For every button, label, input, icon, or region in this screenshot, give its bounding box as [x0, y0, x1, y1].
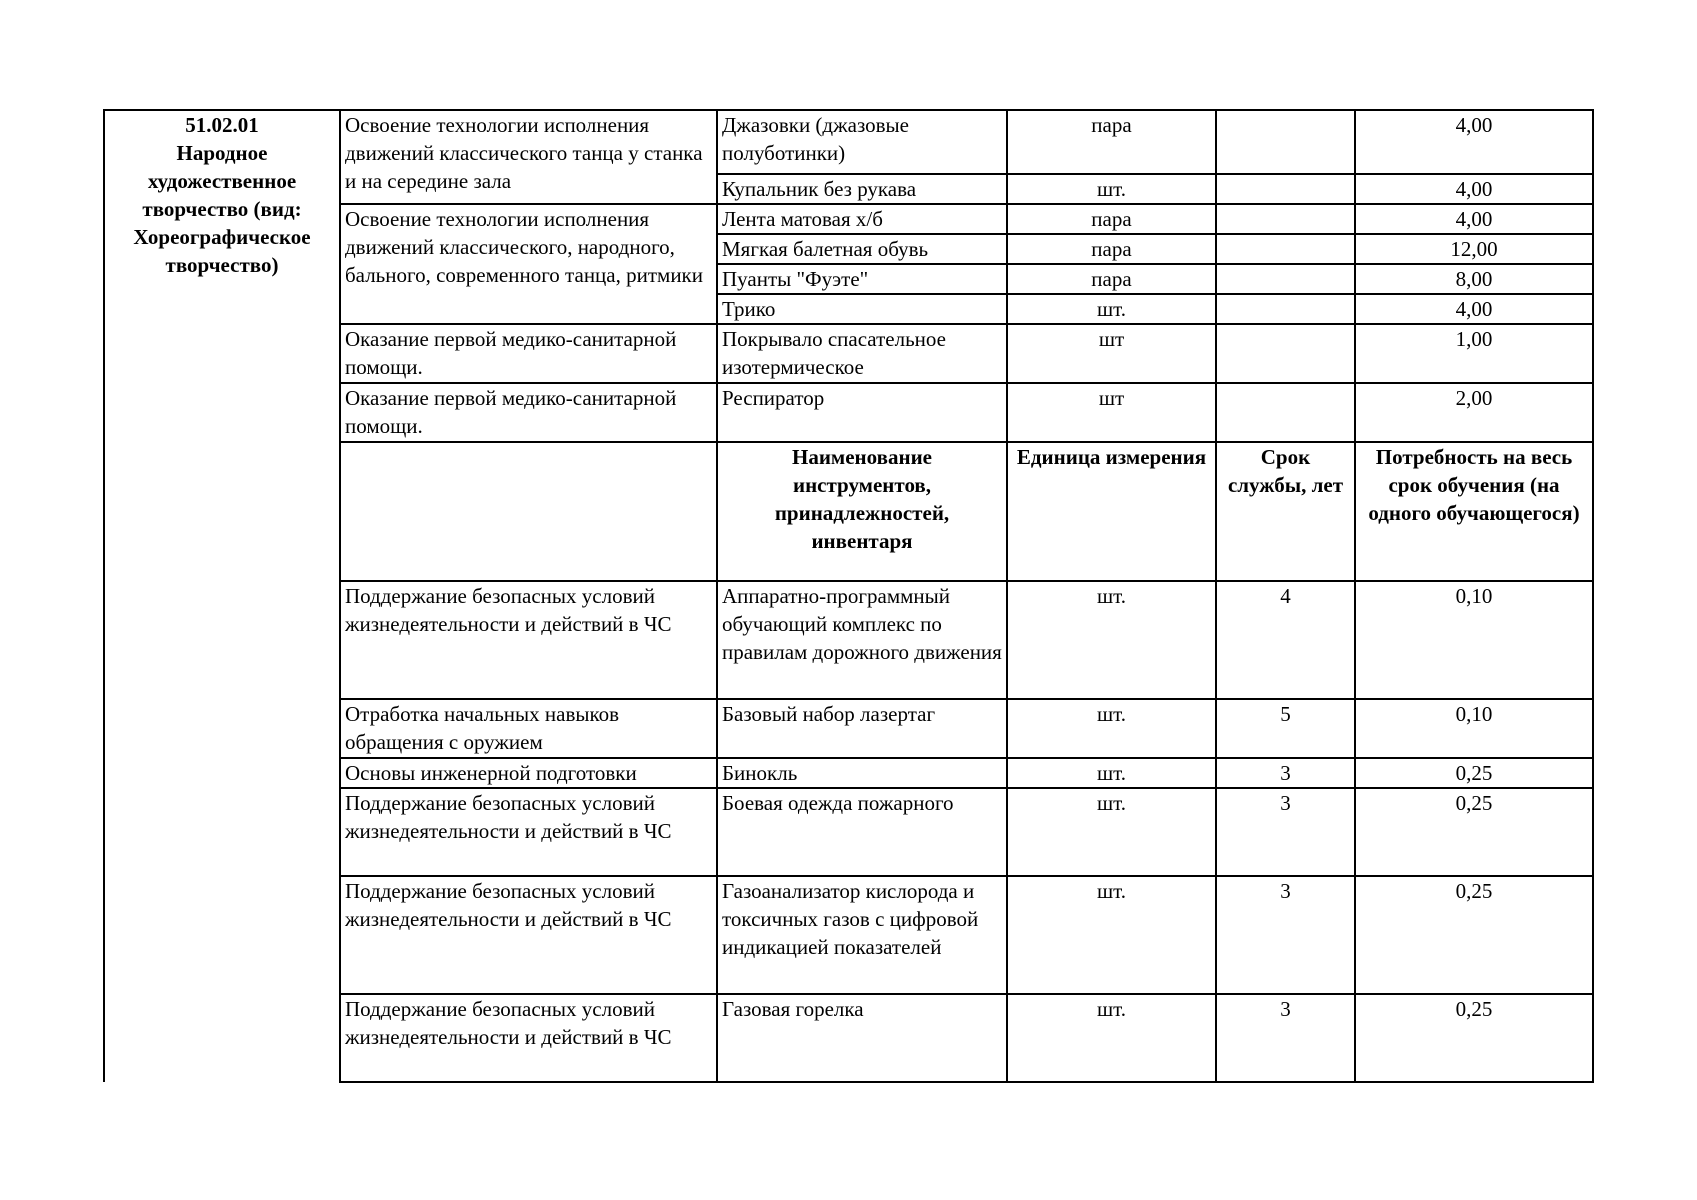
- item-name-cell: Трико: [717, 294, 1007, 324]
- unit-cell: пара: [1007, 264, 1216, 294]
- need-cell: 4,00: [1355, 174, 1593, 204]
- item-name-cell: Газовая горелка: [717, 994, 1007, 1082]
- life-cell: 3: [1216, 876, 1355, 994]
- activity-cell: Поддержание безопасных условий жизнедеятельности и действий в ЧС: [340, 994, 717, 1082]
- need-cell: 0,25: [1355, 994, 1593, 1082]
- unit-cell: пара: [1007, 204, 1216, 234]
- activity-cell: Освоение технологии исполнения движений классического, народного, бального, современного танца, ритмики: [340, 204, 717, 324]
- need-cell: 0,10: [1355, 699, 1593, 758]
- life-cell: 3: [1216, 994, 1355, 1082]
- life-cell: 5: [1216, 699, 1355, 758]
- header-unit: Единица измерения: [1007, 442, 1216, 581]
- need-cell: 0,25: [1355, 876, 1593, 994]
- equipment-table: [103, 109, 1594, 1083]
- life-cell: 3: [1216, 758, 1355, 788]
- unit-cell: пара: [1007, 110, 1216, 174]
- item-name-cell: Лента матовая х/б: [717, 204, 1007, 234]
- activity-cell: Поддержание безопасных условий жизнедеятельности и действий в ЧС: [340, 581, 717, 699]
- life-cell: [1216, 324, 1355, 383]
- need-cell: 0,10: [1355, 581, 1593, 699]
- life-cell: [1216, 383, 1355, 442]
- life-cell: 4: [1216, 581, 1355, 699]
- item-name-cell: Джазовки (джазовые полуботинки): [717, 110, 1007, 174]
- header-need: Потребность на весь срок обучения (на одного обучающегося): [1355, 442, 1593, 581]
- unit-cell: шт.: [1007, 581, 1216, 699]
- activity-cell: Поддержание безопасных условий жизнедеятельности и действий в ЧС: [340, 876, 717, 994]
- unit-cell: шт.: [1007, 294, 1216, 324]
- life-cell: [1216, 174, 1355, 204]
- unit-cell: шт: [1007, 324, 1216, 383]
- life-cell: [1216, 204, 1355, 234]
- need-cell: 12,00: [1355, 234, 1593, 264]
- item-name-cell: Респиратор: [717, 383, 1007, 442]
- life-cell: 3: [1216, 788, 1355, 876]
- life-cell: [1216, 110, 1355, 174]
- unit-cell: шт.: [1007, 788, 1216, 876]
- header-name: Наименование инструментов, принадлежностей, инвентаря: [717, 442, 1007, 581]
- item-name-cell: Аппаратно-программный обучающий комплекс по правилам дорожного движения: [717, 581, 1007, 699]
- header-life: Срок службы, лет: [1216, 442, 1355, 581]
- unit-cell: шт.: [1007, 994, 1216, 1082]
- item-name-cell: Пуанты "Фуэте": [717, 264, 1007, 294]
- item-name-cell: Базовый набор лазертаг: [717, 699, 1007, 758]
- activity-header-cell: [340, 442, 717, 581]
- item-name-cell: Боевая одежда пожарного: [717, 788, 1007, 876]
- program-name: Народное художественное творчество (вид: Хореографическое творчество): [133, 141, 311, 277]
- unit-cell: шт.: [1007, 699, 1216, 758]
- need-cell: 4,00: [1355, 294, 1593, 324]
- unit-cell: шт.: [1007, 876, 1216, 994]
- program-cell: [104, 110, 340, 1082]
- program-code: 51.02.01: [185, 113, 259, 137]
- item-name-cell: Покрывало спасательное изотермическое: [717, 324, 1007, 383]
- activity-cell: Освоение технологии исполнения движений классического танца у станка и на середине зала: [340, 110, 717, 204]
- item-name-cell: Бинокль: [717, 758, 1007, 788]
- table-row: [104, 110, 1593, 174]
- need-cell: 8,00: [1355, 264, 1593, 294]
- item-name-cell: Купальник без рукава: [717, 174, 1007, 204]
- life-cell: [1216, 294, 1355, 324]
- activity-cell: Оказание первой медико-санитарной помощи.: [340, 324, 717, 383]
- need-cell: 4,00: [1355, 204, 1593, 234]
- activity-cell: Оказание первой медико-санитарной помощи.: [340, 383, 717, 442]
- unit-cell: шт: [1007, 383, 1216, 442]
- item-name-cell: Мягкая балетная обувь: [717, 234, 1007, 264]
- activity-cell: Основы инженерной подготовки: [340, 758, 717, 788]
- activity-cell: Поддержание безопасных условий жизнедеятельности и действий в ЧС: [340, 788, 717, 876]
- unit-cell: шт.: [1007, 758, 1216, 788]
- unit-cell: шт.: [1007, 174, 1216, 204]
- need-cell: 4,00: [1355, 110, 1593, 174]
- unit-cell: пара: [1007, 234, 1216, 264]
- activity-cell: Отработка начальных навыков обращения с оружием: [340, 699, 717, 758]
- need-cell: 0,25: [1355, 788, 1593, 876]
- need-cell: 0,25: [1355, 758, 1593, 788]
- life-cell: [1216, 234, 1355, 264]
- need-cell: 2,00: [1355, 383, 1593, 442]
- need-cell: 1,00: [1355, 324, 1593, 383]
- life-cell: [1216, 264, 1355, 294]
- item-name-cell: Газоанализатор кислорода и токсичных газов с цифровой индикацией показателей: [717, 876, 1007, 994]
